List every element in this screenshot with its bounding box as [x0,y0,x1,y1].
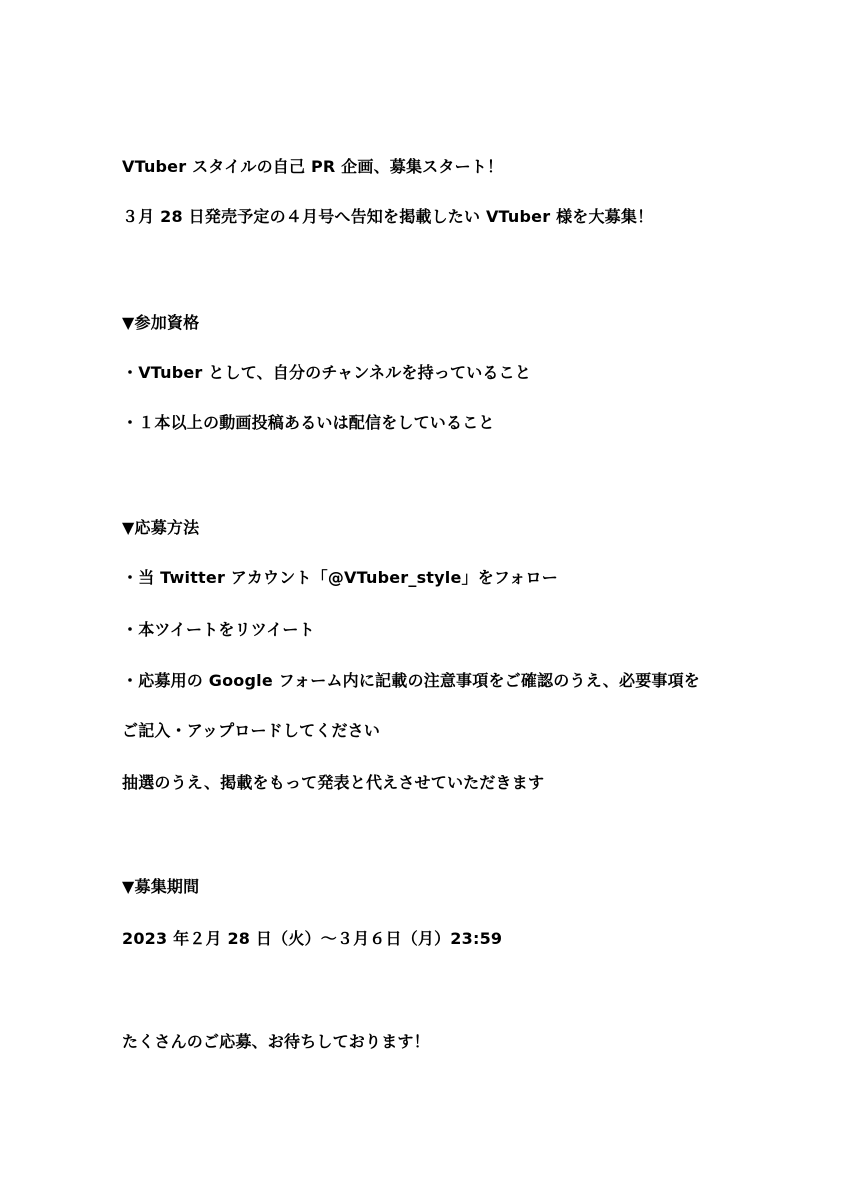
eligibility-heading: ▼参加資格 [122,313,200,332]
period-heading: ▼募集期間 [122,877,200,896]
application-item: ・当 Twitter アカウント「@VTuber_style」をフォロー [122,568,558,587]
closing-message: たくさんのご応募、お待ちしております！ [122,1032,430,1051]
application-note: 抽選のうえ、掲載をもって発表と代えさせていただきます [122,773,545,792]
headline: VTuber スタイルの自己 PR 企画、募集スタート！ [122,157,504,176]
application-heading: ▼応募方法 [122,518,200,537]
subheadline: ３月 28 日発売予定の４月号へ告知を掲載したい VTuber 様を大募集！ [122,207,654,226]
application-item-continuation: ご記入・アップロードしてください [122,721,381,740]
eligibility-item: ・VTuber として、自分のチャンネルを持っていること [122,363,532,382]
eligibility-item: ・１本以上の動画投稿あるいは配信をしていること [122,413,495,432]
application-item: ・本ツイートをリツイート [122,620,315,639]
period-value: 2023 年２月 28 日（火）～３月６日（月）23:59 [122,929,503,948]
application-item: ・応募用の Google フォーム内に記載の注意事項をご確認のうえ、必要事項を [122,671,701,690]
